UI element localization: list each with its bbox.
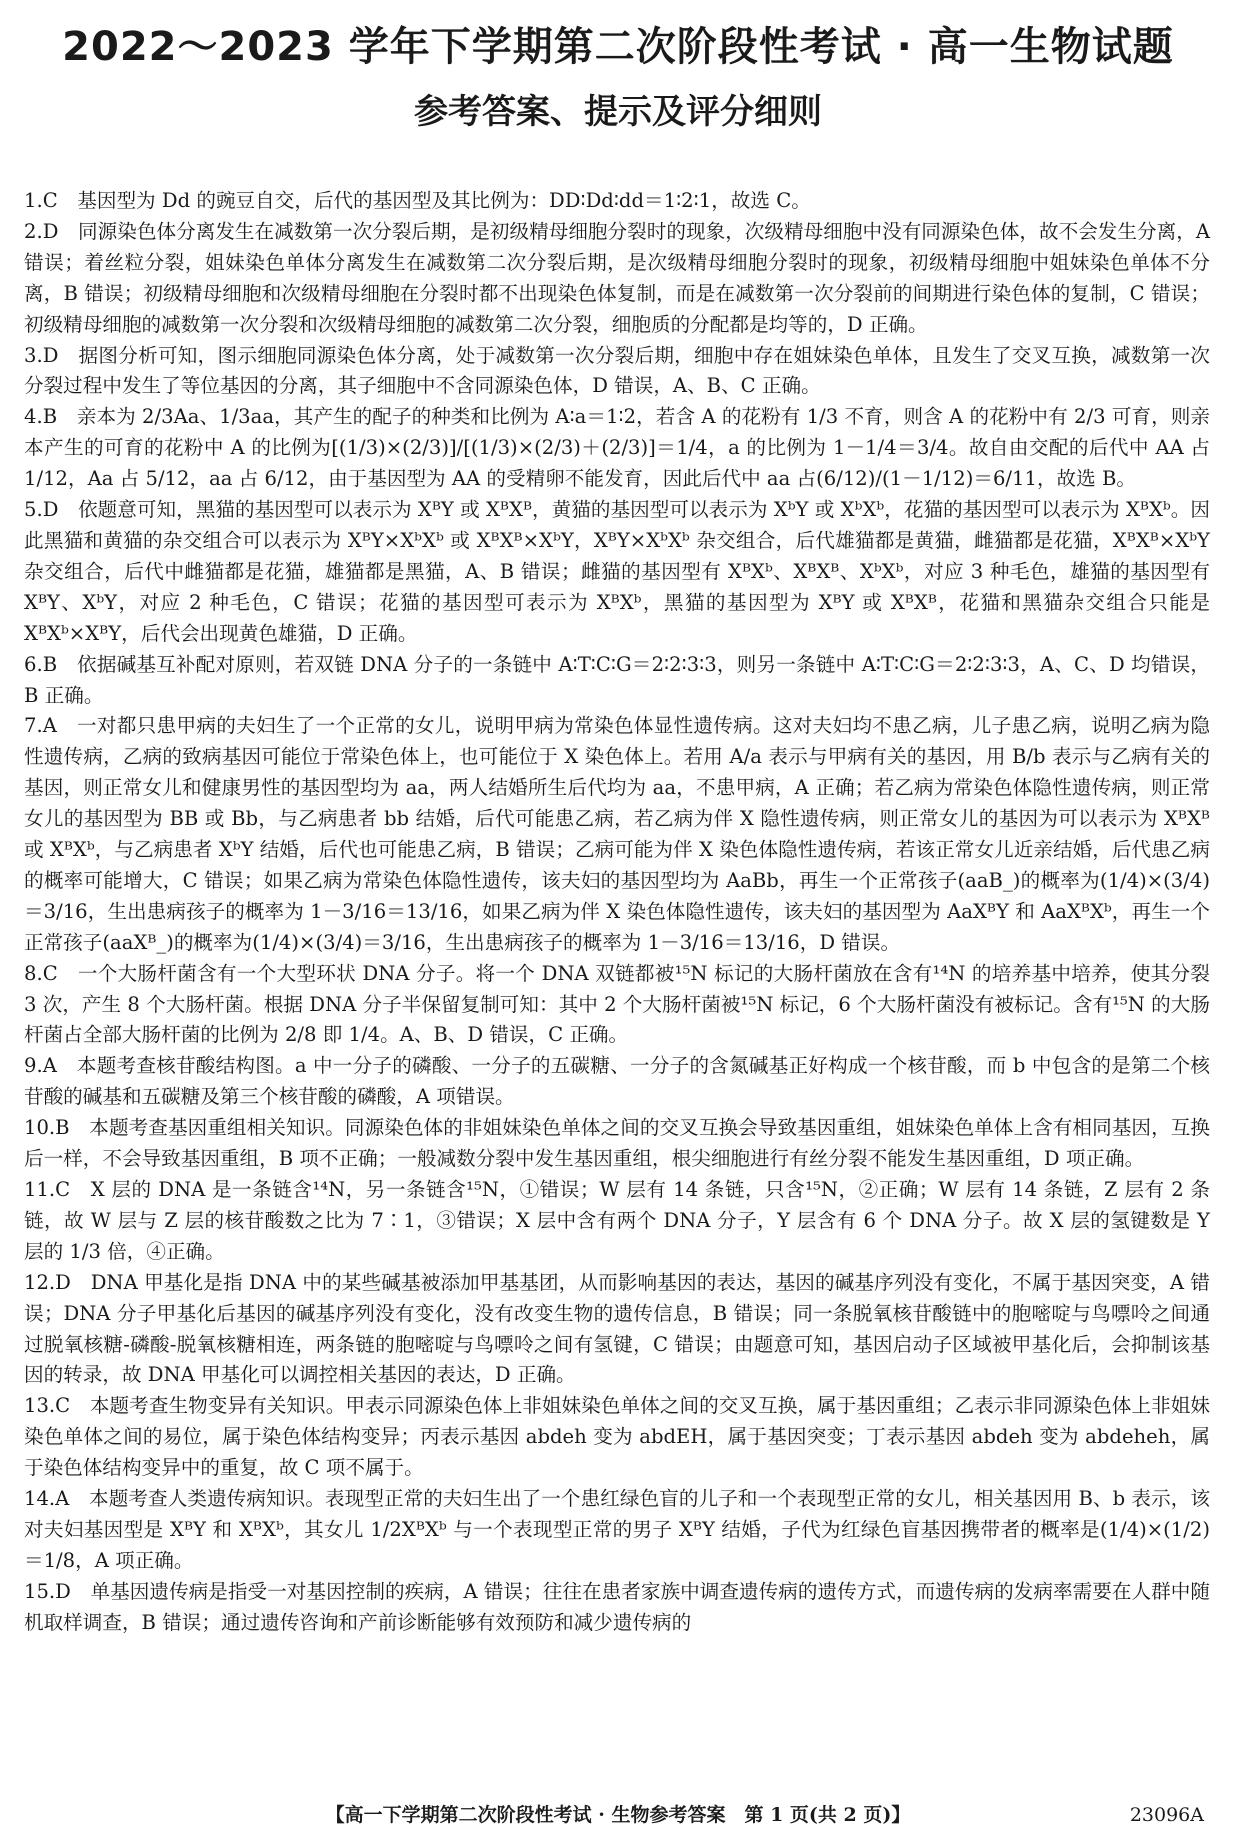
answer-item-6: [24, 650, 1210, 712]
footer-paper-code: 23096A: [1129, 1804, 1204, 1826]
answer-number: 3.D: [24, 343, 59, 367]
answer-explanation: 本题考查核苷酸结构图。a 中一分子的磷酸、一分子的五碳糖、一分子的含氮碱基正好构成一个核苷酸，而 b 中包含的是第二个核苷酸的碱基和五碳糖及第三个核苷酸的磷酸，A 项错误。: [24, 1054, 1210, 1109]
answer-item-14: [24, 1484, 1210, 1577]
answer-explanation: 单基因遗传病是指受一对基因控制的疾病，A 错误；往往在患者家族中调查遗传病的遗传方式，而遗传病的发病率需要在人群中随机取样调查，B 错误；通过遗传咨询和产前诊断能够有效预防和减少遗传病的: [24, 1579, 1210, 1634]
answer-item-1: [24, 186, 1210, 217]
answer-item-2: [24, 217, 1210, 341]
answer-number: 9.A: [24, 1054, 57, 1078]
answer-item-9: [24, 1051, 1210, 1113]
answer-number: 13.C: [24, 1394, 71, 1418]
answer-explanation: 本题考查生物变异有关知识。甲表示同源染色体上非姐妹染色单体之间的交叉互换，属于基因重组；乙表示非同源染色体上非姐妹染色单体之间的易位，属于染色体结构变异；丙表示基因 abdeh 变为 abdEH，属于基因突变；丁表示基因 abdeh 变为 abdeheh，属于染色体结构变异中的重复，故 C 项不属于。: [24, 1394, 1211, 1480]
answer-item-11: [24, 1175, 1210, 1268]
answer-number: 8.C: [24, 961, 58, 985]
footer-page-info: 【高一下学期第二次阶段性考试 · 生物参考答案 第 1 页(共 2 页)】: [325, 1804, 911, 1826]
answer-number: 15.D: [24, 1579, 71, 1603]
answer-explanation: 一对都只患甲病的夫妇生了一个正常的女儿，说明甲病为常染色体显性遗传病。这对夫妇均不患乙病，儿子患乙病，说明乙病为隐性遗传病，乙病的致病基因可能位于常染色体上，也可能位于 X 染色体上。若用 A/a 表示与甲病有关的基因，用 B/b 表示与乙病有关的基因，则正常女儿和健康男性的基因型均为 aa，两人结婚所生后代均为 aa，不患甲病，A 正确；若乙病为常染色体隐性遗传病，则正常女儿的基因型为 BB 或 Bb，与乙病患者 bb 结婚，后代可能患乙病，若乙病为伴 X 隐性遗传病，则正常女儿的基因为可以表示为 XᴮXᴮ 或 XᴮXᵇ，与乙病患者 XᵇY 结婚，后代也可能患乙病，B 错误；乙病可能为伴 X 染色体隐性遗传病，若该正常女儿近亲结婚，后代患乙病的概率可能增大，C 错误；如果乙病为常染色体隐性遗传，该夫妇的基因型均为 AaBb，再生一个正常孩子(aaB_)的概率为(1/4)×(3/4)＝3/16，生出患病孩子的概率为 1－3/16＝13/16，如果乙病为伴 X 染色体隐性遗传，该夫妇的基因型为 AaXᴮY 和 AaXᴮXᵇ，再生一个正常孩子(aaXᴮ_)的概率为(1/4)×(3/4)＝3/16，生出患病孩子的概率为 1－3/16＝13/16，D 错误。: [24, 714, 1211, 954]
answer-item-10: [24, 1113, 1210, 1175]
answer-number: 11.C: [24, 1178, 71, 1201]
answer-list: [24, 186, 1210, 1639]
answer-explanation: 一个大肠杆菌含有一个大型环状 DNA 分子。将一个 DNA 双链都被¹⁵N 标记的大肠杆菌放在含有¹⁴N 的培养基中培养，使其分裂 3 次，产生 8 个大肠杆菌。根据 DNA 分子半保留复制可知：其中 2 个大肠杆菌被¹⁵N 标记，6 个大肠杆菌没有被标记。含有¹⁵N 的大肠杆菌占全部大肠杆菌的比例为 2/8 即 1/4。A、B、D 错误，C 正确。: [24, 961, 1210, 1047]
answer-number: 1.C: [24, 189, 58, 212]
answer-item-15: [24, 1577, 1210, 1639]
answer-explanation: 同源染色体分离发生在减数第一次分裂后期，是初级精母细胞分裂时的现象，次级精母细胞中没有同源染色体，故不会发生分离，A 错误；着丝粒分裂，姐妹染色单体分离发生在减数第二次分裂后期，是次级精母细胞分裂时的现象，初级精母细胞中姐妹染色单体不分离，B 错误；初级精母细胞和次级精母细胞在分裂时都不出现染色体复制，而是在减数第一次分裂前的间期进行染色体的复制，C 错误；初级精母细胞的减数第一次分裂和次级精母细胞的减数第二次分裂，细胞质的分配都是均等的，D 正确。: [24, 219, 1211, 336]
answer-number: 4.B: [24, 405, 58, 429]
answer-explanation: 依据碱基互补配对原则，若双链 DNA 分子的一条链中 A∶T∶C∶G＝2∶2∶3∶3，则另一条链中 A∶T∶C∶G＝2∶2∶3∶3，A、C、D 均错误，B 正确。: [24, 652, 1210, 707]
page-subtitle: 参考答案、提示及评分细则: [414, 92, 822, 132]
answer-explanation: 本题考查基因重组相关知识。同源染色体的非姐妹染色单体之间的交叉互换会导致基因重组，姐妹染色单体上含有相同基因，互换后一样，不会导致基因重组，B 项不正确；一般减数分裂中发生基因重组，根尖细胞进行有丝分裂不能发生基因重组，D 项正确。: [24, 1116, 1211, 1171]
answer-item-8: [24, 959, 1210, 1052]
page-footer: [0, 1800, 1236, 1830]
answer-item-5: [24, 495, 1210, 650]
answer-explanation: 亲本为 2/3Aa、1/3aa，其产生的配子的种类和比例为 A∶a＝1∶2，若含 A 的花粉有 1/3 不育，则含 A 的花粉中有 2/3 可育，则亲本产生的可育的花粉中 A 的比例为[(1/3)×(2/3)]/[(1/3)×(2/3)＋(2/3)]＝1/4，a 的比例为 1－1/4＝3/4。故自由交配的后代中 AA 占 1/12，Aa 占 5/12，aa 占 6/12，由于基因型为 AA 的受精卵不能发育，因此后代中 aa 占(6/12)/(1－1/12)＝6/11，故选 B。: [24, 405, 1211, 491]
answer-number: 12.D: [24, 1270, 71, 1294]
answer-number: 2.D: [24, 219, 59, 243]
answer-number: 10.B: [24, 1116, 70, 1140]
answer-explanation: 据图分析可知，图示细胞同源染色体分离，处于减数第一次分裂后期，细胞中存在姐妹染色单体，且发生了交叉互换，减数第一次分裂过程中发生了等位基因的分离，其子细胞中不含同源染色体，D 错误，A、B、C 正确。: [24, 343, 1211, 398]
answer-item-13: [24, 1391, 1210, 1484]
answer-explanation: 依题意可知，黑猫的基因型可以表示为 XᴮY 或 XᴮXᴮ，黄猫的基因型可以表示为 XᵇY 或 XᵇXᵇ，花猫的基因型可以表示为 XᴮXᵇ。因此黑猫和黄猫的杂交组合可以表示为 XᴮY×XᵇXᵇ 或 XᴮXᴮ×XᵇY，XᴮY×XᵇXᵇ 杂交组合，后代雄猫都是黄猫，雌猫都是花猫，XᴮXᴮ×XᵇY 杂交组合，后代中雌猫都是花猫，雄猫都是黑猫，A、B 错误；雌猫的基因型有 XᴮXᵇ、XᴮXᴮ、XᵇXᵇ，对应 3 种毛色，雄猫的基因型有 XᴮY、XᵇY，对应 2 种毛色，C 错误；花猫的基因型可表示为 XᴮXᵇ，黑猫的基因型为 XᴮY 或 XᴮXᴮ，花猫和黑猫杂交组合只能是 XᴮXᵇ×XᴮY，后代会出现黄色雄猫，D 正确。: [24, 498, 1210, 645]
answer-item-7: [24, 711, 1210, 958]
answer-number: 6.B: [24, 652, 58, 676]
answer-explanation: X 层的 DNA 是一条链含¹⁴N，另一条链含¹⁵N，①错误；W 层有 14 条链，只含¹⁵N，②正确；W 层有 14 条链，Z 层有 2 条链，故 W 层与 Z 层的核苷酸数之比为 7∶1，③错误；X 层中含有两个 DNA 分子，Y 层含有 6 个 DNA 分子。故 X 层的氢键数是 Y 层的 1/3 倍，④正确。: [24, 1178, 1211, 1263]
answer-item-12: [24, 1268, 1210, 1392]
answer-explanation: DNA 甲基化是指 DNA 中的某些碱基被添加甲基基团，从而影响基因的表达，基因的碱基序列没有变化，不属于基因突变，A 错误；DNA 分子甲基化后基因的碱基序列没有变化，没有改变生物的遗传信息，B 错误；同一条脱氧核苷酸链中的胞嘧啶与鸟嘌呤之间通过脱氧核糖-磷酸-脱氧核糖相连，两条链的胞嘧啶与鸟嘌呤之间有氢键，C 错误；由题意可知，基因启动子区域被甲基化后，会抑制该基因的转录，故 DNA 甲基化可以调控相关基因的表达，D 正确。: [24, 1270, 1210, 1387]
answer-item-4: [24, 402, 1210, 495]
answer-number: 7.A: [24, 714, 57, 738]
answer-explanation: 本题考查人类遗传病知识。表现型正常的夫妇生出了一个患红绿色盲的儿子和一个表现型正常的女儿，相关基因用 B、b 表示，该对夫妇基因型是 XᴮY 和 XᴮXᵇ，其女儿 1/2XᴮXᵇ 与一个表现型正常的男子 XᴮY 结婚，子代为红绿色盲基因携带者的概率是(1/4)×(1/2)＝1/8，A 项正确。: [24, 1487, 1210, 1572]
answer-item-3: [24, 341, 1210, 403]
page-title: 2022～2023 学年下学期第二次阶段性考试 · 高一生物试题: [62, 24, 1174, 70]
answer-explanation: 基因型为 Dd 的豌豆自交，后代的基因型及其比例为：DD∶Dd∶dd＝1∶2∶1，故选 C。: [77, 189, 811, 212]
answer-number: 5.D: [24, 498, 59, 522]
answer-number: 14.A: [24, 1487, 70, 1511]
